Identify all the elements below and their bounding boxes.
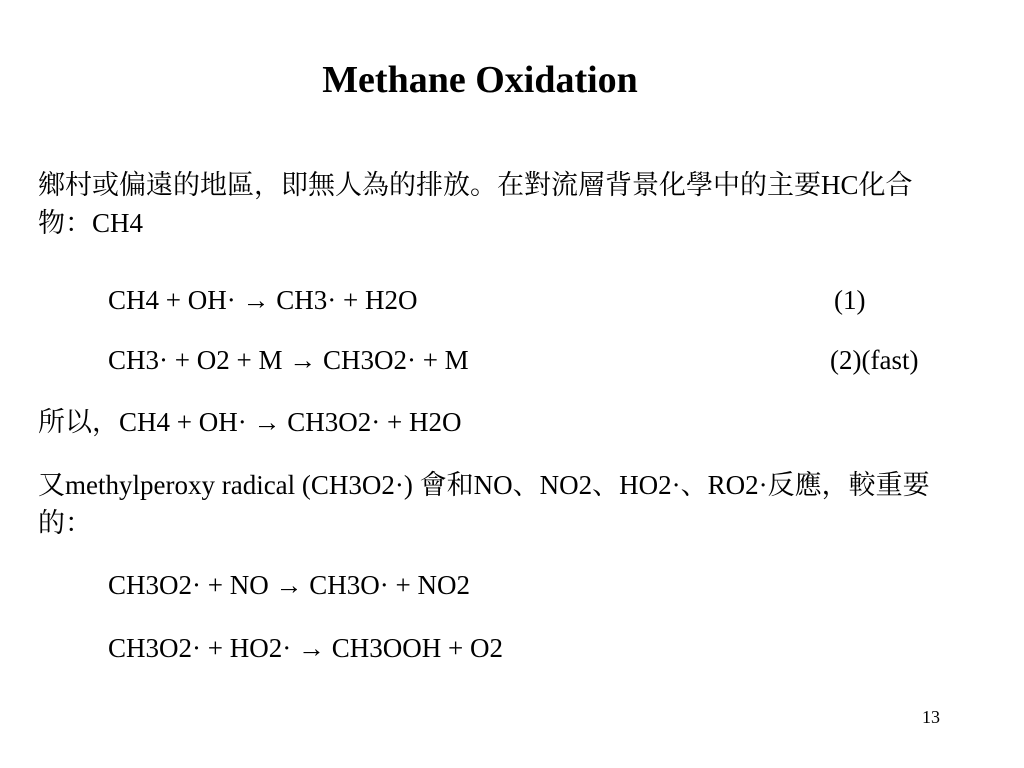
radical-note-paragraph: 又methylperoxy radical (CH3O2·) 會和NO、NO2、HO2·、RO2·反應，較重要的： [38,470,930,538]
summary-equation: 所以，CH4 + OH· → CH3O2· + H2O [38,407,462,437]
equation-4 [108,629,948,667]
equation-1-expression: CH4 + OH· → CH3· + H2O [108,285,418,315]
equation-3-expression: CH3O2· + NO → CH3O· + NO2 [108,570,470,600]
slide-number: 13 [922,707,940,727]
equation-3 [108,566,948,604]
slide-title: Methane Oxidation [322,59,638,101]
equation-2-expression: CH3· + O2 + M → CH3O2· + M [108,345,469,375]
equation-4-expression: CH3O2· + HO2· → CH3OOH + O2 [108,633,503,663]
equation-1 [108,281,948,319]
equation-2 [108,341,948,379]
equation-1-tag: (1) [834,285,866,315]
intro-paragraph: 鄉村或偏遠的地區，即無人為的排放。在對流層背景化學中的主要HC化合物：CH4 [38,170,913,238]
equation-2-tag: (2)(fast) [830,345,919,375]
